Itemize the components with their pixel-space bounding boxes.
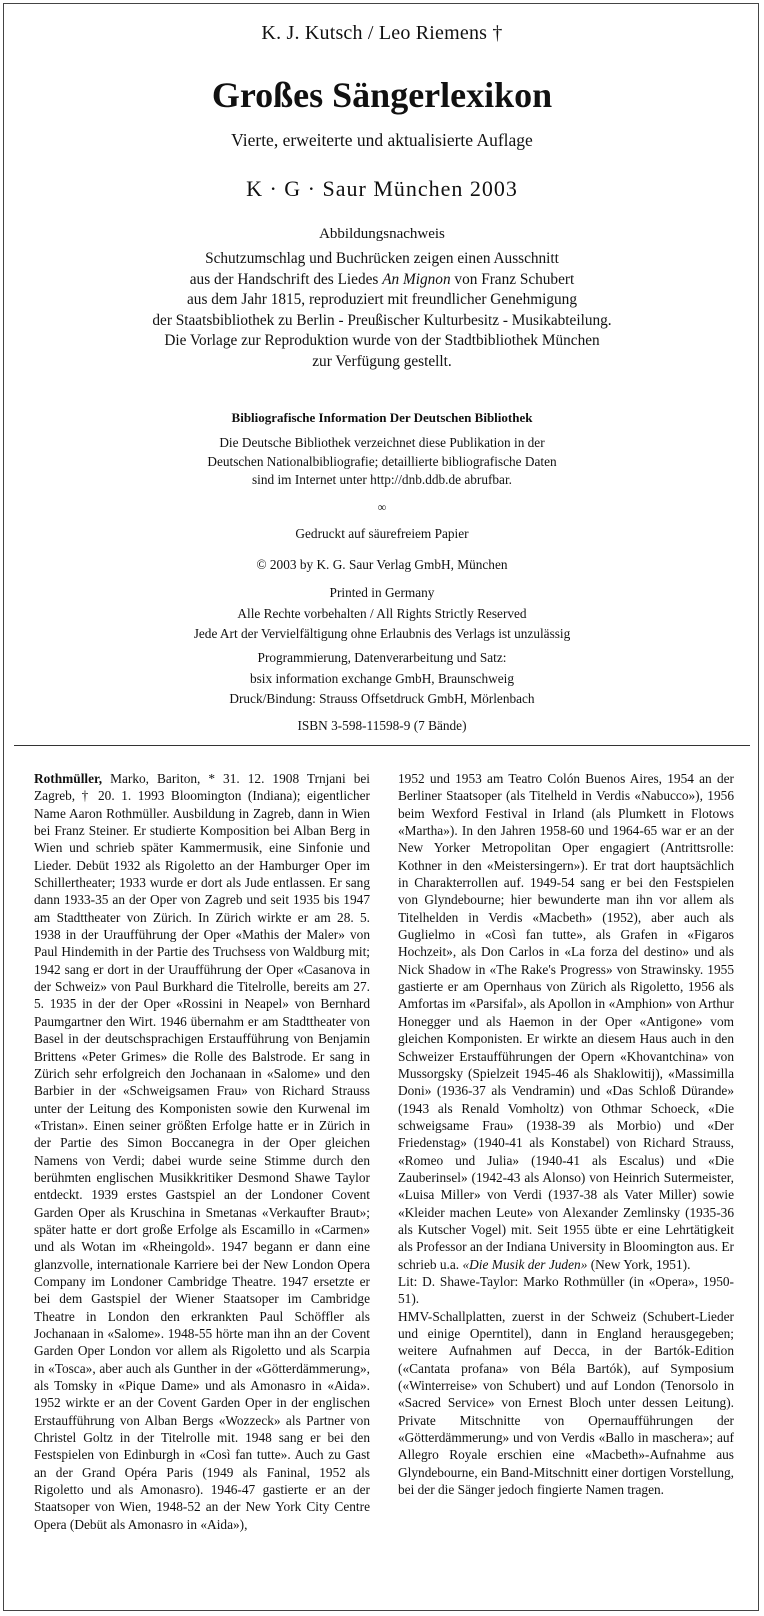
production-line: Programmierung, Datenverarbeitung und Satz: xyxy=(257,650,507,665)
book-title-reference: «Die Musik der Juden» xyxy=(462,1256,588,1272)
rights-line: Jede Art der Vervielfältigung ohne Erlaubnis des Verlags ist unzulässig xyxy=(193,626,571,641)
authors: K. J. Kutsch / Leo Riemens † xyxy=(261,22,503,44)
paper-note: Gedruckt auf säurefreiem Papier xyxy=(295,526,469,541)
entry-biography-part2: 1952 und 1953 am Teatro Colón Buenos Aires, 1954 an der Berliner Staatsoper (als Titelheld in Verdis «Nabucco»), 1956 beim Wexford Festival in Irland (als Plumkett in Flotows «Martha»). In den Jahren 1958-60 und 1964-65 war er an der New Yorker Metropolitan Oper engagiert (Antrittsrolle: Kothner in den «Meistersingern»). Er trat dort hauptsächlich in Charakterrollen auf. 1949-54 sang er bei den Festspielen von Glyndebourne; hier bewunderte man ihn vor allem als Titelhelden in Verdis «Macbeth» (1952), aber auch als Guglielmo in «Così fan tutte», als Grafen in «Figaros Hochzeit», als Don Carlos in «La forza del destino» und als Nick Shadow in «The Rake's Progress» von Strawinsky. 1955 gastierte er am Opernhaus von Zürich als Rigoletto, 1956 als Amfortas im «Parsifal», als Apollon in «Amphion» von Arthur Honegger und als Haemon in der Oper «Antigone» vom gleichen Komponisten. Er wirkte an diesem Haus auch in den Schweizer Erstaufführungen der Opern «Khovantchina» von Mussorgsky (Spielzeit 1945-46 als Shaklowitij), «Massimilla Doni» (1936-37 als Vendramin) und «Das Schloß Dürande» (1943 als Renald Vomholtz) von Othmar Schoeck, «Die schweigsame Frau» (1938-39 als Morbio) und «Der Friedenstag» (1940-41 als Konstabel) von Richard Strauss, «Romeo und Julia» (1940-41 als Escalus) und «Die Zauberinsel» (1942-43 als Alonso) von Heinrich Sutermeister, «Luisa Miller» von Verdi (1937-38 als Vater Miller) sowie «Kleider machen Leute» von Alexander Zemlinsky (1935-36 als Kutscher Vogel) mit. Seit 1955 übte er eine Lehrtätigkeit als Professor an der Indiana University in Bloomington aus. Er schrieb u.a. «Die Musik der Juden» (New York, 1951). xyxy=(398,771,734,1272)
production-line: bsix information exchange GmbH, Braunschweig xyxy=(249,670,515,686)
acid-free-paper-icon: ∞ xyxy=(377,500,387,514)
entry-recordings: HMV-Schallplatten, zuerst in der Schweiz (Schubert-Lieder und einige Operntitel), dann in England herausgegeben; weitere Aufnahmen auf Decca, in der Bartók-Edition («Cantata profana» von Béla Bartók), auf Symposium («Winterreise» von Schubert) und auf London (Tenorsolo in «Sacred Service» von Ernest Bloch unter dessen Leitung). Private Mitschnitte von Opernaufführungen der «Götterdämmerung» und von Verdis «Ballo in maschera»; auf Allegro Royale erschien eine «Macbeth»-Aufnahme aus Glyndebourne, ein Band-Mitschnitt einer dortigen Vorstellung, bei der die Sänger jedoch fingierte Namen tragen. xyxy=(398,1308,734,1498)
book-title: Großes Sängerlexikon xyxy=(211,75,553,115)
bibliographic-line: sind im Internet unter http://dnb.ddb.de abrufbar. xyxy=(252,472,512,487)
bibliographic-line: Die Deutsche Bibliothek verzeichnet diese Publikation in der xyxy=(219,435,545,450)
isbn: ISBN 3-598-11598-9 (7 Bände) xyxy=(297,718,467,733)
edition-subtitle: Vierte, erweiterte und aktualisierte Auflage xyxy=(231,130,533,150)
publisher-line: K · G · Saur München 2003 xyxy=(246,176,518,201)
entry-literature: Lit: D. Shawe-Taylor: Marko Rothmüller (in «Opera», 1950-51). xyxy=(398,1273,734,1307)
credits-line: aus der Handschrift des Liedes An Mignon von Franz Schubert xyxy=(189,270,575,288)
credits-line: der Staatsbibliothek zu Berlin - Preußischer Kulturbesitz - Musikabteilung. xyxy=(152,311,612,329)
entry-headword: Rothmüller, xyxy=(34,771,103,786)
credits-line: Schutzumschlag und Buchrücken zeigen einen Ausschnitt xyxy=(205,250,559,267)
credits-line: aus dem Jahr 1815, reproduziert mit freundlicher Genehmigung xyxy=(187,291,577,308)
lexicon-entry xyxy=(34,770,734,1600)
rights-line: Printed in Germany xyxy=(329,585,435,600)
credits-line: Die Vorlage zur Reproduktion wurde von der Stadtbibliothek München xyxy=(164,332,600,349)
section-divider xyxy=(14,745,750,746)
bibliographic-text xyxy=(0,434,764,490)
credits-heading: Abbildungsnachweis xyxy=(319,226,445,242)
bibliographic-line: Deutschen Nationalbibliografie; detaillierte bibliografische Daten xyxy=(207,453,557,469)
song-title: An Mignon xyxy=(382,270,451,288)
rights-line: Alle Rechte vorbehalten / All Rights Strictly Reserved xyxy=(237,605,527,621)
entry-left-column xyxy=(34,770,370,1533)
bibliographic-heading: Bibliografische Information Der Deutschen Bibliothek xyxy=(231,410,533,425)
copyright: © 2003 by K. G. Saur Verlag GmbH, München xyxy=(256,557,508,572)
entry-right-column xyxy=(398,770,734,1498)
entry-biography-part1: Rothmüller, Marko, Bariton, * 31. 12. 1908 Trnjani bei Zagreb, † 20. 1. 1993 Bloomington (Indiana); eigentlicher Name Aaron Rothmüller. Ausbildung in Zagreb, dann in Wien bei Franz Steiner. Er studierte Komposition bei Alban Berg in Wien und schrieb später Kammermusik, eine Sinfonie und Lieder. Debüt 1932 als Rigoletto an der Hamburger Oper im Schillertheater; 1933 wurde er dort als Jude entlassen. Er sang dann 1933-35 an der Oper von Zagreb und seit 1935 bis 1947 am Stadttheater von Zürich. In Zürich wirkte er am 28. 5. 1938 in der Uraufführung der Oper «Mathis der Maler» von Paul Hindemith in der Partie des Truchsess von Waldburg mit; 1942 sang er dort in der Uraufführung der Oper «Casanova in der Schweiz» von Paul Burkhard die Titelrolle, bereits am 27. 5. 1935 in der der Oper «Rossini in Neapel» von Bernhard Paumgartner den Wirt. 1946 übernahm er am Stadttheater von Basel in der deutschsprachigen Erstaufführung von Benjamin Brittens «Peter Grimes» die Rolle des Balstrode. Er sang in Zürich sehr erfolgreich den Jochanaan in «Salome» und den Barbier in der «Schweigsamen Frau» von Richard Strauss unter der Leitung des Komponisten sowie den Kurwenal im «Tristan». Einen seiner größten Erfolge hatte er in Zürich in der Partie des Simon Boccanegra in der Oper gleichen Namens von Verdi; dabei wurde seine Stimme durch den berühmten englischen Musikkritiker Desmond Shawe Taylor entdeckt. 1939 erstes Gastspiel an der Londoner Covent Garden Oper als Kruschina in Smetanas «Verkaufter Braut»; später hatte er dort große Erfolge als Escamillo in «Carmen» und als Wotan im «Rheingold». 1947 begann er dann eine glanzvolle, internationale Karriere bei der New London Opera Company im Londoner Cambridge Theatre. 1947 ersetzte er bei dem Gastspiel der Wiener Staatsoper im Cambridge Theatre in London den erkrankten Paul Schöffler als Jochanaan in «Salome». 1948-55 hörte man ihn an der Covent Garden Oper London vor allem als Rigoletto und als Scarpia in «Tosca», aber auch als Gunther in der «Götterdämmerung», als Tomsky in «Pique Dame» und als Amonasro in «Aida». 1952 wirkte er an der Covent Garden Oper in der englischen Erstaufführung von Alban Bergs «Wozzeck» als Partner von Christel Goltz in der Titelrolle mit. 1948 sang er bei den Festspielen von Edinburgh in «Così fan tutte». Auch zu Gast an der Grand Opéra Paris (1949 als Faninal, 1952 als Rigoletto und als Amonasro). 1946-47 gastierte er an der Staatsoper von Wien, 1948-52 an der New York City Centre Opera (Debüt als Amonasro in «Aida»), xyxy=(34,771,370,1532)
credits-text xyxy=(0,249,764,372)
production-line: Druck/Bindung: Strauss Offsetdruck GmbH, Mörlenbach xyxy=(229,691,535,706)
production-credits xyxy=(0,648,764,710)
credits-line: zur Verfügung gestellt. xyxy=(312,352,452,370)
rights-notice xyxy=(0,583,764,645)
